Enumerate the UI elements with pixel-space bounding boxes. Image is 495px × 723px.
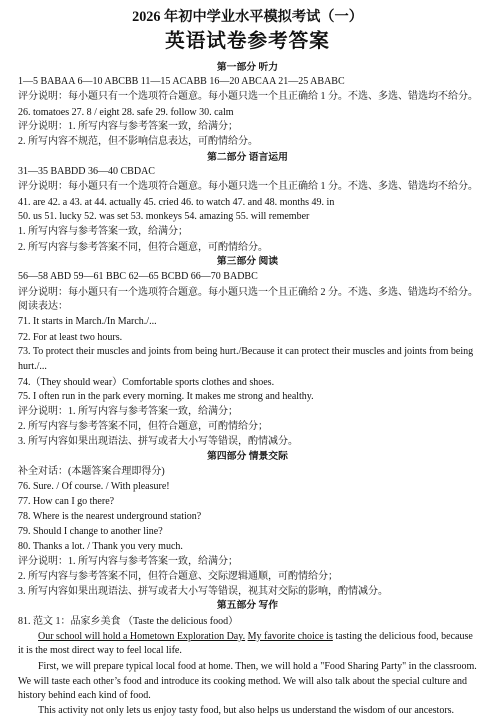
essay-underline-2: My favorite choice is (247, 630, 333, 642)
essay-paragraph2-line2: We will taste each other’s food and introduce its cooking method. We will also talk about the special culture and (18, 675, 468, 687)
answer-76: 76. Sure. / Of course. / With pleasure! (18, 481, 170, 493)
answer-78: 78. Where is the nearest underground station? (18, 511, 202, 523)
part4-heading: 第四部分 情景交际 (207, 450, 288, 462)
part4-rule1: 评分说明：1. 所写内容与参考答案一致，给满分； (18, 556, 238, 568)
part2-rule: 评分说明：每小题只有一个选项符合题意。每小题只选一个且正确给 1 分。不选、多选、错选均不给分。 (18, 180, 478, 192)
part2-heading: 第二部分 语言运用 (207, 151, 288, 163)
answer-73-line2: hurt./... (18, 360, 47, 372)
part2-rule2: 1. 所写内容与参考答案一致，给满分； (18, 225, 188, 237)
part2-answers: 31—35 BABDD 36—40 CBDAC (18, 166, 155, 178)
answer-74: 74.（They should wear）Comfortable sports clothes and shoes. (18, 376, 275, 388)
part3-heading: 第三部分 阅读 (216, 256, 279, 268)
part4-rule3: 3. 所写内容如果出现语法、拼写或者大小写等错误，视其对交际的影响，酌情减分。 (18, 585, 388, 597)
part1-rule2: 评分说明：1. 所写内容与参考答案一致，给满分； (18, 121, 238, 133)
part3-answers: 56—58 ABD 59—61 BBC 62—65 BCBD 66—70 BADBC (18, 270, 258, 282)
essay-paragraph3-line1: This activity not only lets us enjoy tasty food, but also helps us understand the wisdom of our ancestors. (38, 705, 455, 716)
part5-heading: 第五部分 写作 (216, 600, 279, 612)
paper-subtitle: 英语试卷参考答案 (165, 31, 330, 53)
essay-label: 81. 范文 1：品家乡美食 （Taste the delicious food） (18, 616, 239, 627)
part2-fill-answers-1: 41. are 42. a 43. at 44. actually 45. cried 46. to watch 47. and 48. months 49. in (18, 196, 335, 208)
answer-75: 75. I often run in the park every morning. It makes me strong and healthy. (18, 391, 314, 403)
part1-answers: 1—5 BABAA 6—10 ABCBB 11—15 ACABB 16—20 ABCAA 21—25 ABABC (18, 76, 345, 88)
part3-rule: 评分说明：每小题只有一个选项符合题意。每小题只选一个且正确给 2 分。不选、多选、错选均不给分。 (18, 286, 478, 298)
part4-rule2: 2. 所写内容与参考答案不同，但符合题意、交际逻辑通顺，可酌情给分； (18, 571, 338, 582)
part1-rule: 评分说明：每小题只有一个选项符合题意。每小题只选一个且正确给 1 分。不选、多选、错选均不给分。 (18, 91, 478, 102)
essay-underline-1: Our school will hold a Hometown Exploration Day. (38, 630, 246, 642)
part1-heading: 第一部分 听力 (216, 61, 279, 73)
essay-paragraph2-line3: history behind each kind of food. (18, 690, 151, 702)
answer-79: 79. Should I change to another line? (18, 526, 163, 538)
answer-73-line1: 73. To protect their muscles and joints from being hurt./Because it can protect their muscles and joints from being (18, 346, 474, 358)
answer-80: 80. Thanks a lot. / Thank you very much. (18, 540, 183, 552)
answer-77: 77. How can I go there? (18, 495, 115, 507)
part3-rule2: 评分说明：1. 所写内容与参考答案一致，给满分； (18, 405, 238, 417)
essay-p1-rest: tasting the delicious food, because (332, 630, 473, 642)
part3-rule3: 2. 所写内容与参考答案不同，但符合题意，可酌情给分； (18, 421, 268, 433)
part2-rule3: 2. 所写内容与参考答案不同，但符合题意，可酌情给分。 (18, 241, 268, 253)
part1-rule3: 2. 所写内容不规范，但不影响信息表达，可酌情给分。 (18, 135, 258, 147)
answer-71: 71. It starts in March./In March./... (18, 315, 157, 327)
exam-title: 2026 年初中学业水平模拟考试（一） (132, 8, 363, 25)
reading-expression-label: 阅读表达： (18, 301, 68, 313)
essay-paragraph1-line2: it is the most direct way to feel local life. (18, 645, 182, 657)
essay-paragraph2-line1: First, we will prepare typical local food at home. Then, we will hold a "Food Sharing Party" in the classroom. (38, 661, 477, 672)
part3-rule4: 3. 所写内容如果出现语法、拼写或者大小写等错误，酌情减分。 (18, 436, 298, 448)
part1-fill-answers: 26. tomatoes 27. 8 / eight 28. safe 29. follow 30. calm (18, 106, 234, 118)
answer-72: 72. For at least two hours. (18, 331, 123, 343)
essay-paragraph1-line1 (38, 630, 481, 644)
part2-fill-answers-2: 50. us 51. lucky 52. was set 53. monkeys 54. amazing 55. will remember (18, 211, 310, 223)
dialogue-label: 补全对话：(本题答案合理即得分) (18, 466, 165, 478)
